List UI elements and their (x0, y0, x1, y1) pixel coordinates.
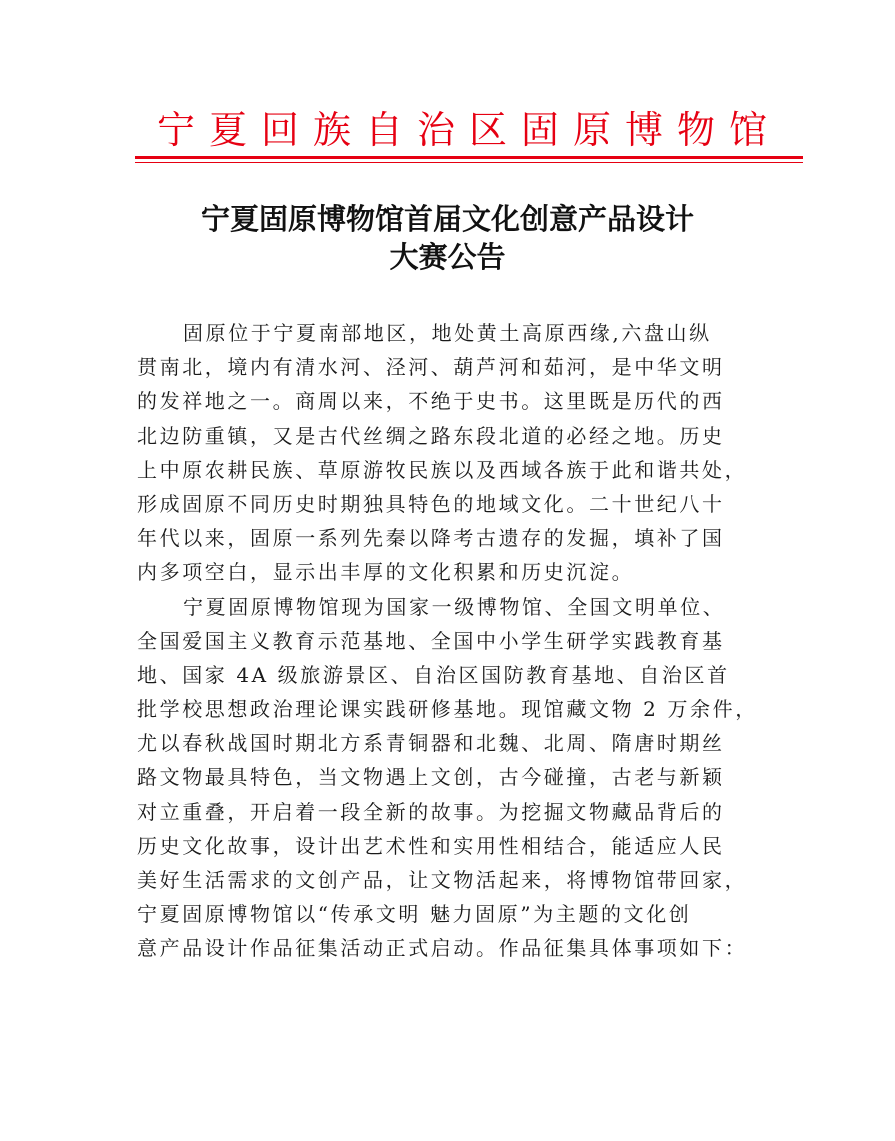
paragraph-2-line: 路文物最具特色，当文物遇上文创，古今碰撞，古老与新颖 (137, 765, 725, 790)
document-title (120, 200, 775, 276)
paragraph-1-line: 固原位于宁夏南部地区，地处黄土高原西缘,六盘山纵 (183, 321, 712, 345)
paragraph-1-line: 年代以来，固原一系列先秦以降考古遗存的发掘，填补了国 (137, 526, 725, 551)
paragraph-1-line: 形成固原不同历史时期独具特色的地域文化。二十世纪八十 (137, 491, 725, 516)
document-title-line-2: 大赛公告 (389, 240, 506, 274)
paragraph-2-line: 美好生活需求的文创产品，让文物活起来，将博物馆带回家， (137, 868, 748, 892)
paragraph-2-line: 宁夏固原博物馆以“传承文明 魅力固原”为主题的文化创 (137, 902, 692, 927)
paragraph-1-line: 上中原农耕民族、草原游牧民族以及西域各族于此和谐共处， (137, 457, 748, 482)
paragraph-1-line: 北边防重镇，又是古代丝绸之路东段北道的必经之地。历史 (137, 423, 725, 448)
document-body (137, 316, 769, 966)
paragraph-2-line: 批学校思想政治理论课实践研修基地。现馆藏文物 2 万余件， (137, 697, 758, 722)
paragraph-2-line: 全国爱国主义教育示范基地、全国中小学生研学实践教育基 (137, 628, 725, 653)
paragraph-1-line: 贯南北，境内有清水河、泾河、葫芦河和茹河，是中华文明 (137, 355, 725, 380)
letterhead-rule-thin (135, 162, 803, 163)
letterhead-rule-thick (135, 156, 803, 159)
paragraph-2-line: 对立重叠，开启着一段全新的故事。为挖掘文物藏品背后的 (137, 799, 725, 824)
paragraph-2-line: 尤以春秋战国时期北方系青铜器和北魏、北周、隋唐时期丝 (137, 731, 725, 756)
paragraph-2-line: 宁夏固原博物馆现为国家一级博物馆、全国文明单位、 (183, 594, 726, 619)
letterhead-org-name: 宁夏回族自治区固原博物馆 (156, 108, 781, 152)
paragraph-2-line: 意产品设计作品征集活动正式启动。作品征集具体事项如下： (137, 936, 748, 961)
paragraph-2-line: 地、国家 4A 级旅游景区、自治区国防教育基地、自治区首 (137, 662, 730, 687)
paragraph-2-line: 历史文化故事，设计出艺术性和实用性相结合，能适应人民 (137, 833, 725, 858)
paragraph-1-line: 内多项空白，显示出丰厚的文化积累和历史沉淀。 (137, 560, 635, 585)
paragraph-1-line: 的发祥地之一。商周以来，不绝于史书。这里既是历代的西 (137, 389, 725, 414)
document-title-line-1: 宁夏固原博物馆首届文化创意产品设计 (200, 202, 694, 236)
